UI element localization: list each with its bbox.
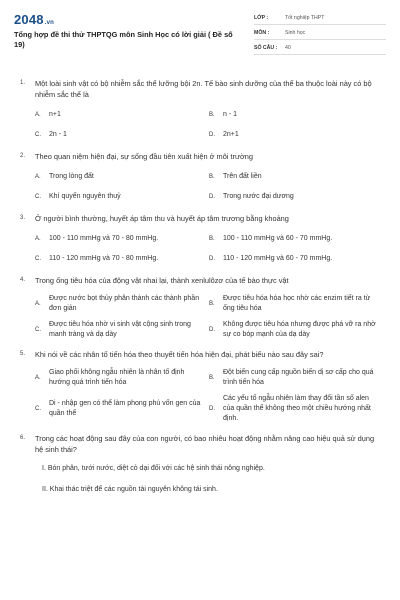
option-text: Các yếu tố ngẫu nhiên làm thay đổi tần số alen của quần thể không theo một chiều hướng nhất định. bbox=[223, 395, 371, 422]
option-letter: A. bbox=[35, 301, 41, 307]
option-list bbox=[35, 232, 384, 266]
option-a[interactable] bbox=[35, 294, 207, 314]
option-list bbox=[35, 294, 384, 340]
question-number: 3. bbox=[20, 215, 26, 221]
question-4 bbox=[20, 275, 384, 340]
option-d[interactable] bbox=[209, 190, 381, 204]
option-text: n+1 bbox=[49, 111, 61, 118]
option-a[interactable] bbox=[35, 368, 207, 388]
option-text: Được tiêu hóa nhờ vi sinh vật cộng sinh trong manh tràng và dạ dày bbox=[49, 321, 191, 338]
option-list bbox=[35, 170, 384, 204]
question-text: Ở người bình thường, huyết áp tâm thu và huyết áp tâm trương bằng khoảng bbox=[35, 214, 289, 223]
page-header bbox=[14, 12, 386, 60]
option-letter: C. bbox=[35, 327, 41, 333]
option-text: 2n - 1 bbox=[49, 131, 67, 138]
meta-row-subject bbox=[254, 27, 386, 40]
option-b[interactable] bbox=[209, 232, 381, 246]
question-1 bbox=[20, 78, 384, 142]
option-d[interactable] bbox=[209, 128, 381, 142]
question-number: 5. bbox=[20, 351, 26, 357]
option-letter: B. bbox=[209, 375, 215, 381]
option-letter: A. bbox=[35, 174, 41, 180]
meta-key: SỐ CÂU : bbox=[254, 45, 278, 51]
option-text: n - 1 bbox=[223, 111, 238, 118]
option-letter: C. bbox=[35, 256, 41, 262]
option-letter: A. bbox=[35, 112, 41, 118]
option-letter: D. bbox=[209, 327, 215, 333]
meta-row-count bbox=[254, 42, 386, 55]
question-text: Theo quan niệm hiện đại, sự sống đầu tiên xuất hiện ở môi trường bbox=[35, 152, 254, 161]
option-text: 110 - 120 mmHg và 60 - 70 mmHg. bbox=[223, 255, 333, 262]
question-number: 6. bbox=[20, 435, 26, 441]
option-letter: A. bbox=[35, 375, 41, 381]
option-a[interactable] bbox=[35, 108, 207, 122]
option-text: 100 - 110 mmHg và 60 - 70 mmHg. bbox=[223, 235, 333, 242]
option-d[interactable] bbox=[209, 394, 381, 424]
option-text: 110 - 120 mmHg và 70 - 80 mmHg. bbox=[49, 255, 159, 262]
question-text: Khi nói về các nhân tố tiến hóa theo thuyết tiến hóa hiện đại, phát biểu nào sau đây sai? bbox=[35, 350, 324, 359]
option-letter: D. bbox=[209, 194, 215, 200]
option-c[interactable] bbox=[35, 252, 207, 266]
option-list bbox=[35, 368, 384, 424]
meta-value: Tốt nghiệp THPT bbox=[285, 15, 325, 21]
option-b[interactable] bbox=[209, 108, 381, 122]
question-list bbox=[20, 78, 384, 505]
question-text: Trong các hoạt động sau đây của con người, có bao nhiêu hoạt động nhằm nâng cao hiệu quả sử dụng hệ sinh thái? bbox=[35, 434, 375, 454]
question-2 bbox=[20, 151, 384, 204]
exam-title: Tổng hợp đề thi thử THPTQG môn Sinh Học có lời giải ( Đề số 19) bbox=[14, 30, 233, 49]
meta-row-grade bbox=[254, 12, 386, 25]
meta-value: Sinh học bbox=[285, 30, 306, 36]
option-b[interactable] bbox=[209, 368, 381, 388]
option-letter: C. bbox=[35, 132, 41, 138]
option-text: Trong lòng đất bbox=[49, 173, 94, 180]
option-letter: B. bbox=[209, 236, 215, 242]
question-number: 1. bbox=[20, 80, 26, 86]
statement-item: II. Khai thác triệt để các nguồn tài nguyên không tái sinh. bbox=[42, 486, 218, 493]
meta-key: LỚP : bbox=[254, 15, 269, 21]
statement-list bbox=[35, 463, 384, 495]
option-c[interactable] bbox=[35, 394, 207, 424]
logo-text: 2048 bbox=[14, 12, 44, 27]
option-d[interactable] bbox=[209, 320, 381, 340]
option-b[interactable] bbox=[209, 294, 381, 314]
option-text: Khí quyển nguyên thuỷ bbox=[49, 193, 121, 200]
statement-item: I. Bón phân, tưới nước, diệt cỏ dại đối với các hệ sinh thái nông nghiệp. bbox=[42, 465, 265, 472]
meta-value: 40 bbox=[285, 45, 291, 51]
option-text: 100 - 110 mmHg và 70 - 80 mmHg. bbox=[49, 235, 159, 242]
option-letter: B. bbox=[209, 112, 215, 118]
option-text: Được nước bọt thủy phân thành các thành phần đơn giản bbox=[49, 295, 200, 312]
option-text: Giao phối không ngẫu nhiên là nhân tố định hướng quá trình tiến hóa bbox=[49, 369, 185, 386]
option-c[interactable] bbox=[35, 128, 207, 142]
question-number: 2. bbox=[20, 153, 26, 159]
option-text: Đột biến cung cấp nguồn biến dị sơ cấp cho quá trình tiến hóa bbox=[223, 369, 374, 386]
question-5 bbox=[20, 349, 384, 424]
question-6 bbox=[20, 433, 384, 495]
option-a[interactable] bbox=[35, 232, 207, 246]
question-text: Một loài sinh vật có bộ nhiễm sắc thể lưỡng bội 2n. Tế bào sinh dưỡng của thể ba thuộc loài này có bộ nhiễm sắc thể là bbox=[35, 79, 372, 99]
option-b[interactable] bbox=[209, 170, 381, 184]
option-text: Trên đất liền bbox=[223, 173, 262, 180]
option-text: Không được tiêu hóa nhưng được phá vỡ ra nhờ sự co bóp mạnh của dạ dày bbox=[223, 321, 376, 338]
option-c[interactable] bbox=[35, 190, 207, 204]
option-text: Di - nhập gen có thể làm phong phú vốn gen của quần thể bbox=[49, 400, 201, 417]
option-letter: C. bbox=[35, 194, 41, 200]
option-list bbox=[35, 108, 384, 142]
question-3 bbox=[20, 213, 384, 266]
logo-suffix: .vn bbox=[44, 20, 55, 26]
option-text: Trong nước đại dương bbox=[223, 193, 294, 200]
exam-meta bbox=[254, 12, 386, 57]
question-number: 4. bbox=[20, 277, 26, 283]
option-letter: B. bbox=[209, 301, 215, 307]
question-text: Trong ống tiêu hóa của động vật nhai lại, thành xenlulôzơ của tế bào thực vật bbox=[35, 276, 289, 285]
option-a[interactable] bbox=[35, 170, 207, 184]
option-letter: D. bbox=[209, 256, 215, 262]
option-letter: C. bbox=[35, 406, 41, 412]
option-letter: A. bbox=[35, 236, 41, 242]
option-letter: D. bbox=[209, 132, 215, 138]
option-text: Được tiêu hóa hóa học nhờ các enzim tiết ra từ ống tiêu hóa bbox=[223, 295, 371, 312]
option-c[interactable] bbox=[35, 320, 207, 340]
option-d[interactable] bbox=[209, 252, 381, 266]
option-letter: B. bbox=[209, 174, 215, 180]
option-text: 2n+1 bbox=[223, 131, 239, 138]
option-letter: D. bbox=[209, 406, 215, 412]
meta-key: MÔN : bbox=[254, 30, 270, 36]
site-logo[interactable] bbox=[14, 12, 54, 27]
